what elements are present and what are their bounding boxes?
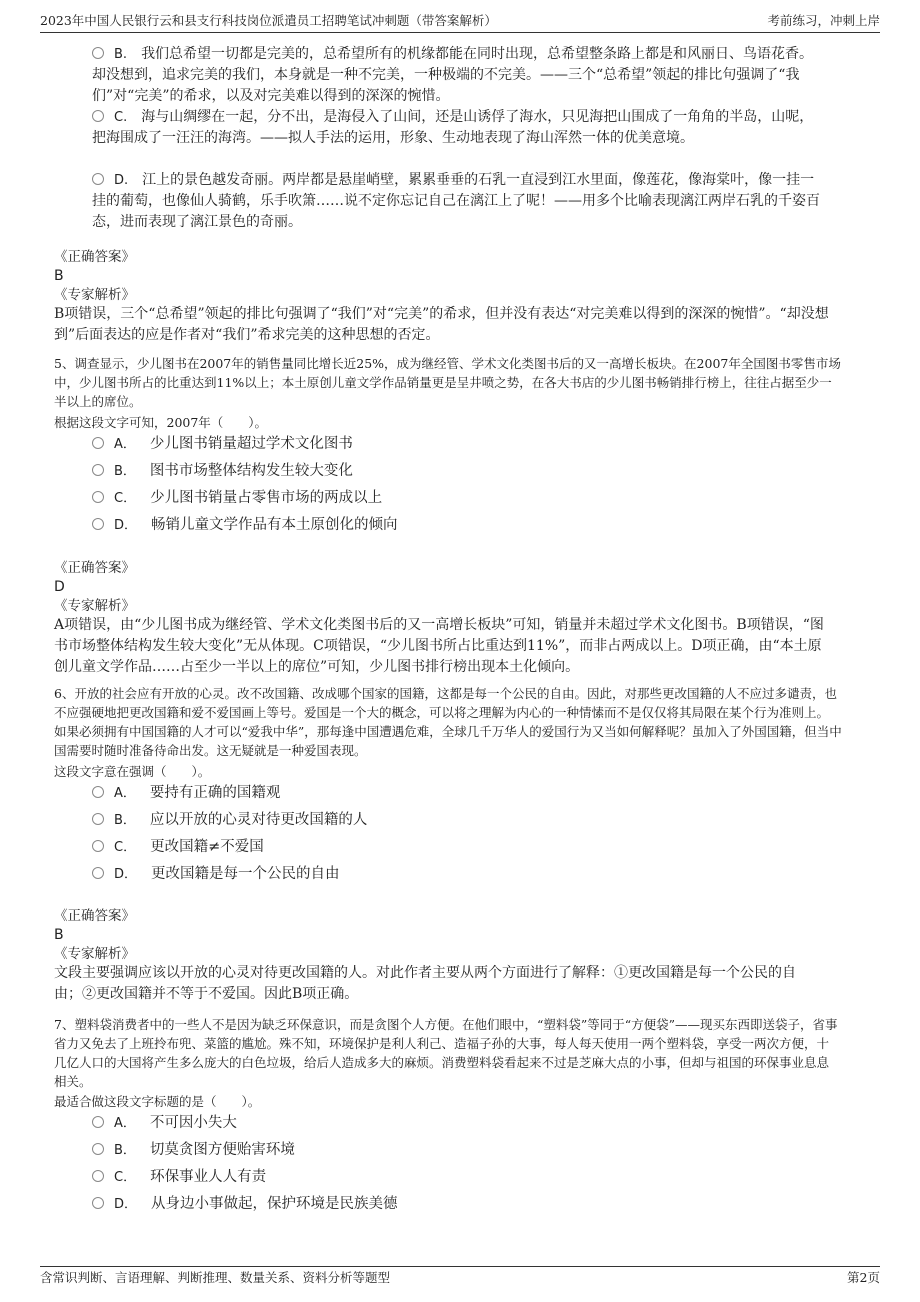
q7-option-a[interactable]: A． 不可因小失大 — [92, 1113, 862, 1134]
q4-explain-label: 《专家解析》 — [54, 287, 135, 303]
header-title: 2023年中国人民银行云和县支行科技岗位派遣员工招聘笔试冲刺题（带答案解析） — [40, 13, 497, 28]
q4-option-b[interactable]: B. 我们总希望一切都是完美的，总希望所有的机缘都能在同时出现，总希望整条路上都是和风丽日、鸟语花香。 却没想到，追求完美的我们，本身就是一种不完美，一种极端的不完美。——三个“总希望”领起的排比句强调了“我 们”对“完美”的希求，以及对完美难以得到的深深的惋惜。 — [92, 46, 814, 104]
q4-explanation: B项错误，三个“总希望”领起的排比句强调了“我们”对“完美”的希求，但并没有表达“对完美难以得到的深深的惋惜”。“却没想 到”后面表达的应是作者对“我们”希求完美的这种思想的否定。 — [54, 306, 829, 343]
q4-answer: B — [54, 268, 64, 284]
radio-icon[interactable] — [92, 1143, 104, 1155]
radio-icon[interactable] — [92, 110, 104, 122]
page-footer — [40, 1266, 880, 1289]
q7-option-b[interactable]: B． 切莫贪图方便贻害环境 — [92, 1140, 862, 1161]
radio-icon[interactable] — [92, 840, 104, 852]
q7-option-c[interactable]: C． 环保事业人人有责 — [92, 1167, 862, 1188]
radio-icon[interactable] — [92, 464, 104, 476]
radio-icon[interactable] — [92, 1170, 104, 1182]
radio-icon[interactable] — [92, 173, 104, 185]
page-number: 第2页 — [847, 1270, 880, 1285]
q4-answer-label: 《正确答案》 — [54, 249, 135, 265]
header-slogan: 考前练习，冲刺上岸 — [767, 13, 880, 28]
radio-icon[interactable] — [92, 813, 104, 825]
q4-option-d[interactable]: D. 江上的景色越发奇丽。两岸都是悬崖峭壁，累累垂垂的石乳一直浸到江水里面，像莲花，像海棠叶，像一挂一 挂的葡萄，也像仙人骑鹤，乐手吹箫……说不定你忘记自己在漓江上了呢！——用多个比喻表现漓江两岸石乳的千姿百 态，进而表现了漓江景色的奇丽。 — [92, 172, 820, 230]
q5-answer: D — [54, 579, 65, 595]
q5-stem: 根据这段文字可知，2007年（ ）。 — [54, 415, 268, 430]
radio-icon[interactable] — [92, 518, 104, 530]
radio-icon[interactable] — [92, 491, 104, 503]
q6-option-a[interactable]: A． 要持有正确的国籍观 — [92, 783, 862, 804]
q6-answer: B — [54, 927, 64, 943]
radio-icon[interactable] — [92, 1116, 104, 1128]
q6-option-c[interactable]: C． 更改国籍≠不爱国 — [92, 837, 862, 858]
q4-option-c[interactable]: C. 海与山绸缪在一起，分不出，是海侵入了山间，还是山诱俘了海水，只见海把山围成了一角角的半岛，山呢， 把海围成了一汪汪的海湾。——拟人手法的运用，形象、生动地表现了海山浑然一体的优美意境。 — [92, 109, 814, 146]
q7-text: 7、塑料袋消费者中的一些人不是因为缺乏环保意识，而是贪图个人方便。在他们眼中，“塑料袋”等同于“方便袋”——现买东西即送袋子，省事 省力又免去了上班拎布兜、菜篮的尴尬。殊不知，环境保护是利人利己、造福子孙的大事，每人每天使用一两个塑料袋，享受一两次方便，十 几亿人口的大国将产生多么庞大的白色垃圾，给后人造成多大的麻烦。消费塑料袋看起来不过是芝麻大点的小事，但却与祖国的环保事业息息 相关。 — [54, 1017, 838, 1089]
q6-option-d[interactable]: D． 更改国籍是每一个公民的自由 — [92, 864, 862, 885]
q6-stem: 这段文字意在强调（ ）。 — [54, 764, 211, 779]
q6-explain-label: 《专家解析》 — [54, 946, 135, 962]
radio-icon[interactable] — [92, 867, 104, 879]
q5-text: 5、调查显示，少儿图书在2007年的销售量同比增长近25%，成为继经管、学术文化类图书后的又一高增长板块。在2007年全国图书零售市场 中，少儿图书所占的比重达到11%以上；本土原创儿童文学作品销量更是呈井喷之势，在各大书店的少儿图书畅销排行榜上，往往占据至少一 半以上的席位。 — [54, 356, 841, 409]
q5-option-d[interactable]: D． 畅销儿童文学作品有本土原创化的倾向 — [92, 515, 862, 536]
radio-icon[interactable] — [92, 786, 104, 798]
q5-option-c[interactable]: C． 少儿图书销量占零售市场的两成以上 — [92, 488, 862, 509]
q6-text: 6、开放的社会应有开放的心灵。改不改国籍、改成哪个国家的国籍，这都是每一个公民的自由。因此，对那些更改国籍的人不应过多谴责，也 不应强硬地把更改国籍和爱不爱国画上等号。爱国是一个大的概念，可以将之理解为内心的一种情愫而不是仅仅将其局限在某个行为准则上。 如果必须拥有中国国籍的人才可以“爱我中华”，那每逢中国遭遇危难，全球几千万华人的爱国行为又当如何解释呢？虽加入了外国国籍，但当中 国需要时随时准备待命出发。这无疑就是一种爱国表现。 — [54, 686, 842, 758]
q6-explanation: 文段主要强调应该以开放的心灵对待更改国籍的人。对此作者主要从两个方面进行了解释：①更改国籍是每一个公民的自 由；②更改国籍并不等于不爱国。因此B项正确。 — [54, 965, 796, 1002]
q5-option-a[interactable]: A． 少儿图书销量超过学术文化图书 — [92, 434, 862, 455]
q5-answer-label: 《正确答案》 — [54, 560, 135, 576]
q5-explanation: A项错误，由“少儿图书成为继经管、学术文化类图书后的又一高增长板块”可知，销量并未超过学术文化图书。B项错误，“图 书市场整体结构发生较大变化”无从体现。C项错误，“少儿图书所占比重达到11%”，而非占两成以上。D项正确，由“本土原 创儿童文学作品……占至少一半以上的席位”可知，少儿图书排行榜出现本土化倾向。 — [54, 617, 824, 675]
q7-option-d[interactable]: D． 从身边小事做起，保护环境是民族美德 — [92, 1194, 862, 1215]
q5-explain-label: 《专家解析》 — [54, 598, 135, 614]
q5-option-b[interactable]: B． 图书市场整体结构发生较大变化 — [92, 461, 862, 482]
radio-icon[interactable] — [92, 47, 104, 59]
q6-option-b[interactable]: B． 应以开放的心灵对待更改国籍的人 — [92, 810, 862, 831]
q7-stem: 最适合做这段文字标题的是（ ）。 — [54, 1094, 261, 1109]
radio-icon[interactable] — [92, 1197, 104, 1209]
footer-note: 含常识判断、言语理解、判断推理、数量关系、资料分析等题型 — [40, 1270, 391, 1285]
radio-icon[interactable] — [92, 437, 104, 449]
q6-answer-label: 《正确答案》 — [54, 908, 135, 924]
page-header — [40, 12, 880, 33]
